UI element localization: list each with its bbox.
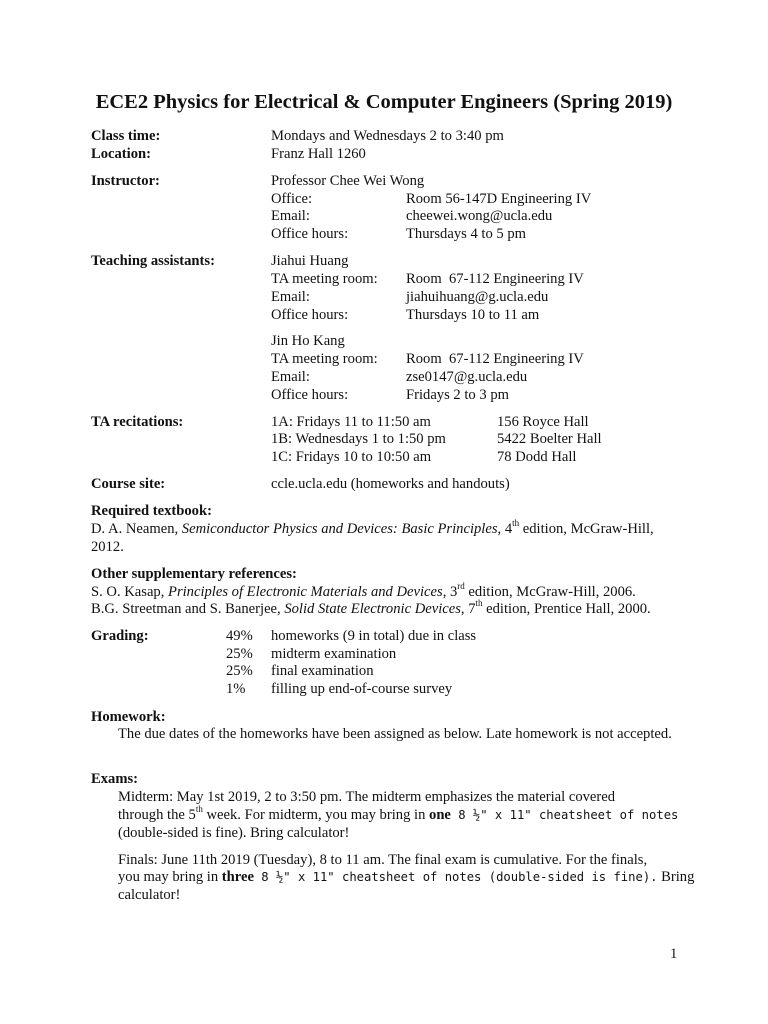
midterm-sheet-count: one [429,807,451,823]
ta-room-label: TA meeting room: [271,351,378,367]
page-number: 1 [670,946,678,962]
location-label: Location: [91,146,151,162]
instructor-hours: Thursdays 4 to 5 pm [406,226,526,242]
document-title: ECE2 Physics for Electrical & Computer Engineers (Spring 2019) [95,91,673,113]
ta-hours: Thursdays 10 to 11 am [406,307,540,323]
finals-line: you may bring in three 8 ½" x 11" cheatsheet of notes (double-sided is fine). Bring [118,869,695,885]
recitation-place: 78 Dodd Hall [497,449,577,465]
homework-heading: Homework: [91,709,166,725]
midterm-line: through the 5th week. For midterm, you may bring in one 8 ½" x 11" cheatsheet of notes [118,804,679,823]
instructor-email: cheewei.wong@ucla.edu [406,208,553,224]
ta-hours-label: Office hours: [271,307,349,323]
recitation-session: 1A: Fridays 11 to 11:50 am [271,414,431,430]
reference-title: Principles of Electronic Materials and Devices [168,584,443,600]
tas-label: Teaching assistants: [91,253,215,269]
finals-line: calculator! [118,887,181,903]
ta-name: Jin Ho Kang [271,333,345,349]
finals-sheet-count: three [221,869,254,885]
textbook-title: Semiconductor Physics and Devices: Basic Principles [181,521,498,537]
textbook-year: 2012. [91,539,124,555]
reference-edition: , 7 [460,601,476,617]
reference-authors: B.G. Streetman and S. Banerjee, [91,601,285,617]
location-value: Franz Hall 1260 [271,146,366,162]
course-site-value: ccle.ucla.edu (homeworks and handouts) [271,476,510,492]
reference-edition-suffix: th [475,598,483,609]
course-site-label: Course site: [91,476,166,492]
grading-percent: 25% [226,646,253,662]
grading-label: Grading: [91,628,149,644]
textbook-heading: Required textbook: [91,503,212,519]
exams-heading: Exams: [91,771,139,787]
ta-room: Room 67-112 Engineering IV [406,271,584,287]
supplementary-heading: Other supplementary references: [91,566,297,582]
recitation-place: 156 Royce Hall [497,414,589,430]
reference-publisher: edition, McGraw-Hill, 2006. [464,584,636,600]
grading-description: filling up end-of-course survey [271,681,453,697]
reference-title: Solid State Electronic Devices [284,601,461,617]
textbook-citation [91,520,654,538]
instructor-hours-label: Office hours: [271,226,349,242]
ta-email-label: Email: [271,369,310,385]
recitation-session: 1B: Wednesdays 1 to 1:50 pm [271,431,446,447]
reference-authors: S. O. Kasap, [91,584,169,600]
grading-percent: 1% [226,681,246,697]
instructor-label: Instructor: [91,173,160,189]
reference-edition-suffix: rd [457,581,465,592]
ta-email-label: Email: [271,289,310,305]
ta-email: jiahuihuang@g.ucla.edu [406,289,549,305]
ta-room: Room 67-112 Engineering IV [406,351,584,367]
ta-hours-label: Office hours: [271,387,349,403]
textbook-authors: D. A. Neamen, [91,521,182,537]
ta-name: Jiahui Huang [271,253,349,269]
finals-line: Finals: June 11th 2019 (Tuesday), 8 to 11 am. The final exam is cumulative. For the finals, [118,852,648,868]
midterm-line: Midterm: May 1st 2019, 2 to 3:50 pm. The midterm emphasizes the material covered [118,789,616,805]
instructor-name: Professor Chee Wei Wong [271,173,425,189]
recitations-label: TA recitations: [91,414,184,430]
textbook-publisher: edition, McGraw-Hill, [519,521,654,537]
grading-description: homeworks (9 in total) due in class [271,628,477,644]
reference-publisher: edition, Prentice Hall, 2000. [482,601,651,617]
textbook-edition: , 4 [497,521,513,537]
supplementary-reference [91,583,636,601]
supplementary-reference [91,600,651,618]
recitation-session: 1C: Fridays 10 to 10:50 am [271,449,432,465]
grading-percent: 25% [226,663,253,679]
grading-percent: 49% [226,628,253,644]
reference-edition: , 3 [442,584,458,600]
instructor-email-label: Email: [271,208,310,224]
class-time-value: Mondays and Wednesdays 2 to 3:40 pm [271,128,504,144]
homework-text: The due dates of the homeworks have been assigned as below. Late homework is not accepted. [118,726,672,742]
ta-room-label: TA meeting room: [271,271,378,287]
grading-description: final examination [271,663,374,679]
class-time-label: Class time: [91,128,161,144]
grading-description: midterm examination [271,646,397,662]
ta-email: zse0147@g.ucla.edu [406,369,528,385]
instructor-office-label: Office: [271,191,313,207]
recitation-place: 5422 Boelter Hall [497,431,602,447]
midterm-line: (double-sided is fine). Bring calculator! [118,825,350,841]
instructor-office: Room 56-147D Engineering IV [406,191,592,207]
ta-hours: Fridays 2 to 3 pm [406,387,509,403]
textbook-edition-suffix: th [512,518,520,529]
